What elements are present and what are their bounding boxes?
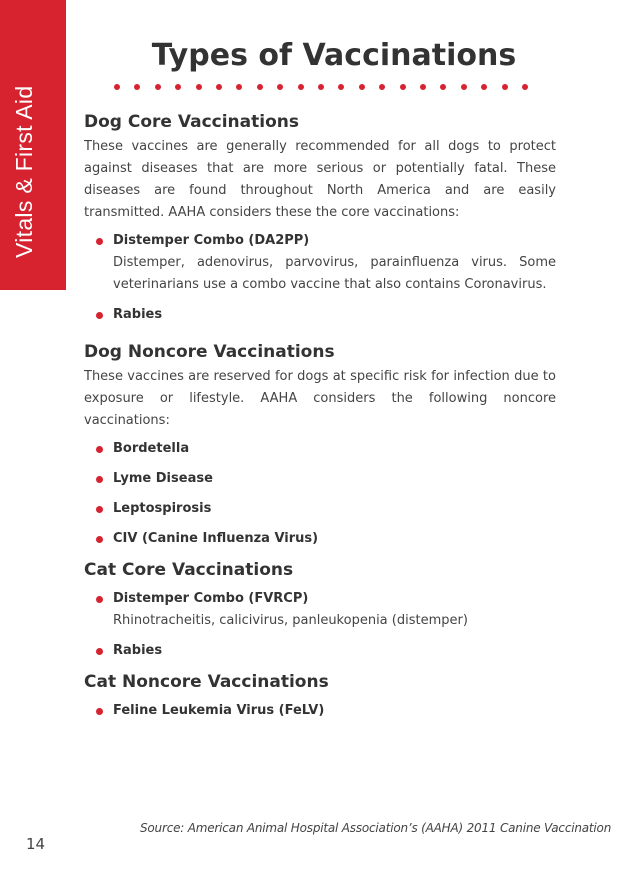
bullet-list [84,438,556,550]
divider-dot [359,84,365,90]
list-item-text: Rhinotracheitis, calicivirus, panleukopenia (distemper) [113,613,468,628]
section-heading: Cat Core Vaccinations [84,560,294,580]
bullet-dot-icon [96,312,103,319]
list-item-title: Feline Leukemia Virus (FeLV) [113,703,325,718]
section-dog-core [84,110,556,326]
side-tab [0,0,66,290]
list-item [84,498,556,520]
bullet-dot-icon [96,708,103,715]
title-dot-divider [114,84,534,94]
source-citation: Source: American Animal Hospital Association’s (AAHA) 2011 Canine Vaccination [140,821,612,835]
list-item-title: Leptospirosis [113,501,212,516]
section-intro: These vaccines are reserved for dogs at specific risk for infection due to exposure or lifestyle. AAHA considers the following noncore vaccinations: [84,369,556,428]
bullet-dot-icon [96,596,103,603]
list-item-title: CIV (Canine Influenza Virus) [113,531,319,546]
list-item-title: Rabies [113,643,163,658]
divider-dot [481,84,487,90]
main-content [84,110,556,730]
divider-dot [134,84,140,90]
divider-dot [257,84,263,90]
divider-dot [155,84,161,90]
list-item-title: Distemper Combo (DA2PP) [113,233,310,248]
bullet-list [84,230,556,326]
divider-dot [277,84,283,90]
section-intro: These vaccines are generally recommended for all dogs to protect against diseases that are more serious or potentially fatal. These diseases are found throughout North America and are easily transmitted. AAHA considers these the core vaccinations: [84,139,556,220]
divider-dot [420,84,426,90]
bullet-dot-icon [96,446,103,453]
list-item [84,304,556,326]
bullet-list [84,588,556,662]
list-item [84,640,556,662]
list-item [84,588,556,632]
divider-dot [522,84,528,90]
section-heading: Cat Noncore Vaccinations [84,672,329,692]
bullet-dot-icon [96,648,103,655]
page-title: Types of Vaccinations [151,38,517,73]
divider-dot [298,84,304,90]
list-item [84,438,556,460]
bullet-list [84,700,556,722]
section-heading: Dog Core Vaccinations [84,112,299,132]
divider-dot [338,84,344,90]
bullet-dot-icon [96,476,103,483]
section-cat-core [84,558,556,662]
divider-dot [318,84,324,90]
side-tab-label: Vitals & First Aid [11,85,37,258]
divider-dot [502,84,508,90]
divider-dot [400,84,406,90]
divider-dot [196,84,202,90]
section-cat-noncore [84,670,556,722]
divider-dot [379,84,385,90]
list-item-text: Distemper, adenovirus, parvovirus, parainfluenza virus. Some veterinarians use a combo vaccine that also contains Coronavirus. [113,255,556,292]
bullet-dot-icon [96,506,103,513]
list-item [84,230,556,296]
divider-dot [216,84,222,90]
divider-dot [461,84,467,90]
list-item-title: Rabies [113,307,163,322]
list-item-title: Bordetella [113,441,190,456]
divider-dot [114,84,120,90]
list-item-title: Distemper Combo (FVRCP) [113,591,309,606]
divider-dot [236,84,242,90]
section-dog-noncore [84,340,556,550]
section-heading: Dog Noncore Vaccinations [84,342,335,362]
list-item [84,528,556,550]
list-item-title: Lyme Disease [113,471,213,486]
page-number: 14 [26,835,46,853]
divider-dot [175,84,181,90]
bullet-dot-icon [96,536,103,543]
list-item [84,468,556,490]
bullet-dot-icon [96,238,103,245]
divider-dot [440,84,446,90]
list-item [84,700,556,722]
